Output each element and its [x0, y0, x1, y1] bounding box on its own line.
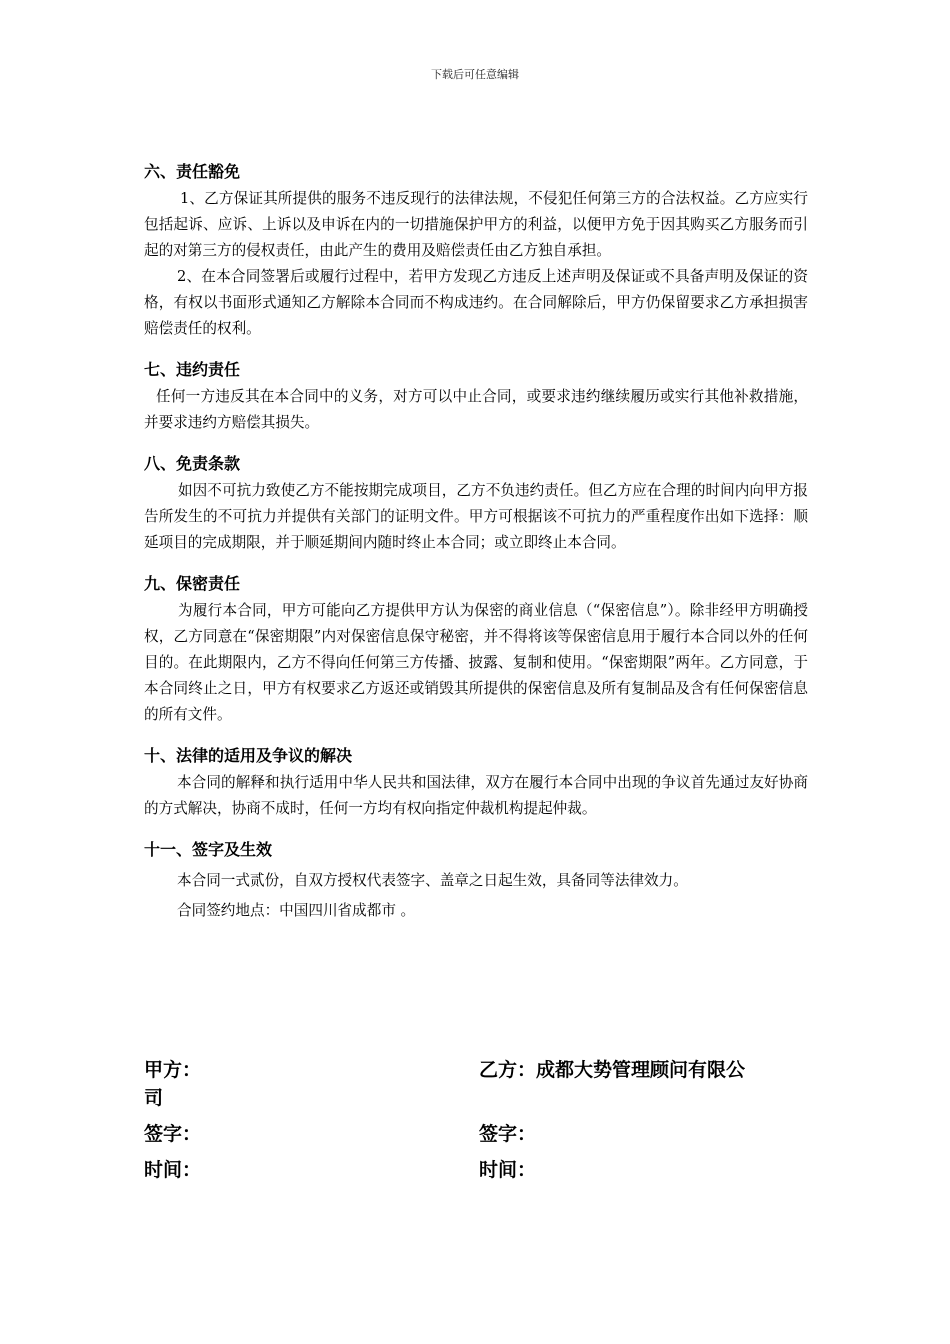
paragraph: 任何一方违反其在本合同中的义务，对方可以中止合同，或要求违约继续履历或实行其他补救措施，并要求违约方赔偿其损失。	[144, 388, 808, 431]
party-b-wrap-row	[144, 1084, 808, 1120]
signature-block	[144, 1056, 808, 1192]
contract-body	[144, 158, 808, 938]
section-heading: 十、法律的适用及争议的解决	[144, 746, 353, 765]
party-b-label: 乙方：成都大势管理顾问有限公	[479, 1059, 746, 1081]
section-disclaimer	[144, 450, 808, 556]
section-heading: 六、责任豁免	[144, 162, 241, 181]
paragraph: 合同签约地点：中国四川省成都市 。	[177, 902, 416, 919]
section-signature-effect	[144, 836, 808, 924]
sign-label-a: 签字：	[144, 1123, 202, 1145]
section-heading: 九、保密责任	[144, 574, 241, 593]
section-breach-liability	[144, 356, 808, 436]
party-b-label-wrap: 司	[144, 1087, 164, 1109]
paragraph: 如因不可抗力致使乙方不能按期完成项目，乙方不负违约责任。但乙方应在合理的时间内向甲方报告所发生的不可抗力并提供有关部门的证明文件。甲方可根据该不可抗力的严重程度作出如下选择：顺延项目的完成期限，并于顺延期间内随时终止本合同；或立即终止本合同。	[144, 482, 808, 551]
party-row	[144, 1056, 808, 1084]
time-row	[144, 1156, 808, 1192]
time-label-a: 时间：	[144, 1159, 202, 1181]
time-label-b: 时间：	[479, 1159, 537, 1181]
section-confidentiality	[144, 570, 808, 728]
section-heading: 七、违约责任	[144, 360, 241, 379]
party-a-label: 甲方：	[144, 1059, 202, 1081]
section-governing-law	[144, 742, 808, 822]
section-liability-exemption	[144, 158, 808, 342]
paragraph: 2、在本合同签署后或履行过程中，若甲方发现乙方违反上述声明及保证或不具备声明及保证的资格，有权以书面形式通知乙方解除本合同而不构成违约。在合同解除后，甲方仍保留要求乙方承担损害赔偿责任的权利。	[144, 268, 808, 337]
page-header: 下载后可任意编辑	[431, 68, 519, 81]
paragraph: 本合同的解释和执行适用中华人民共和国法律，双方在履行本合同中出现的争议首先通过友好协商的方式解决，协商不成时，任何一方均有权向指定仲裁机构提起仲裁。	[144, 774, 808, 817]
section-heading: 八、免责条款	[144, 454, 241, 473]
paragraph: 1、乙方保证其所提供的服务不违反现行的法律法规，不侵犯任何第三方的合法权益。乙方应实行包括起诉、应诉、上诉以及申诉在内的一切措施保护甲方的利益，以便甲方免于因其购买乙方服务而引起的对第三方的侵权责任，由此产生的费用及赔偿责任由乙方独自承担。	[144, 190, 808, 259]
sign-label-b: 签字：	[479, 1123, 537, 1145]
paragraph: 为履行本合同，甲方可能向乙方提供甲方认为保密的商业信息（“保密信息”）。除非经甲方明确授权，乙方同意在“保密期限”内对保密信息保守秘密，并不得将该等保密信息用于履行本合同以外的任何目的。在此期限内，乙方不得向任何第三方传播、披露、复制和使用。“保密期限”两年。乙方同意，于本合同终止之日，甲方有权要求乙方返还或销毁其所提供的保密信息及所有复制品及含有任何保密信息的所有文件。	[144, 602, 808, 723]
paragraph: 本合同一式贰份，自双方授权代表签字、盖章之日起生效，具备同等法律效力。	[177, 872, 688, 889]
sign-row	[144, 1120, 808, 1156]
section-heading: 十一、签字及生效	[144, 840, 273, 859]
